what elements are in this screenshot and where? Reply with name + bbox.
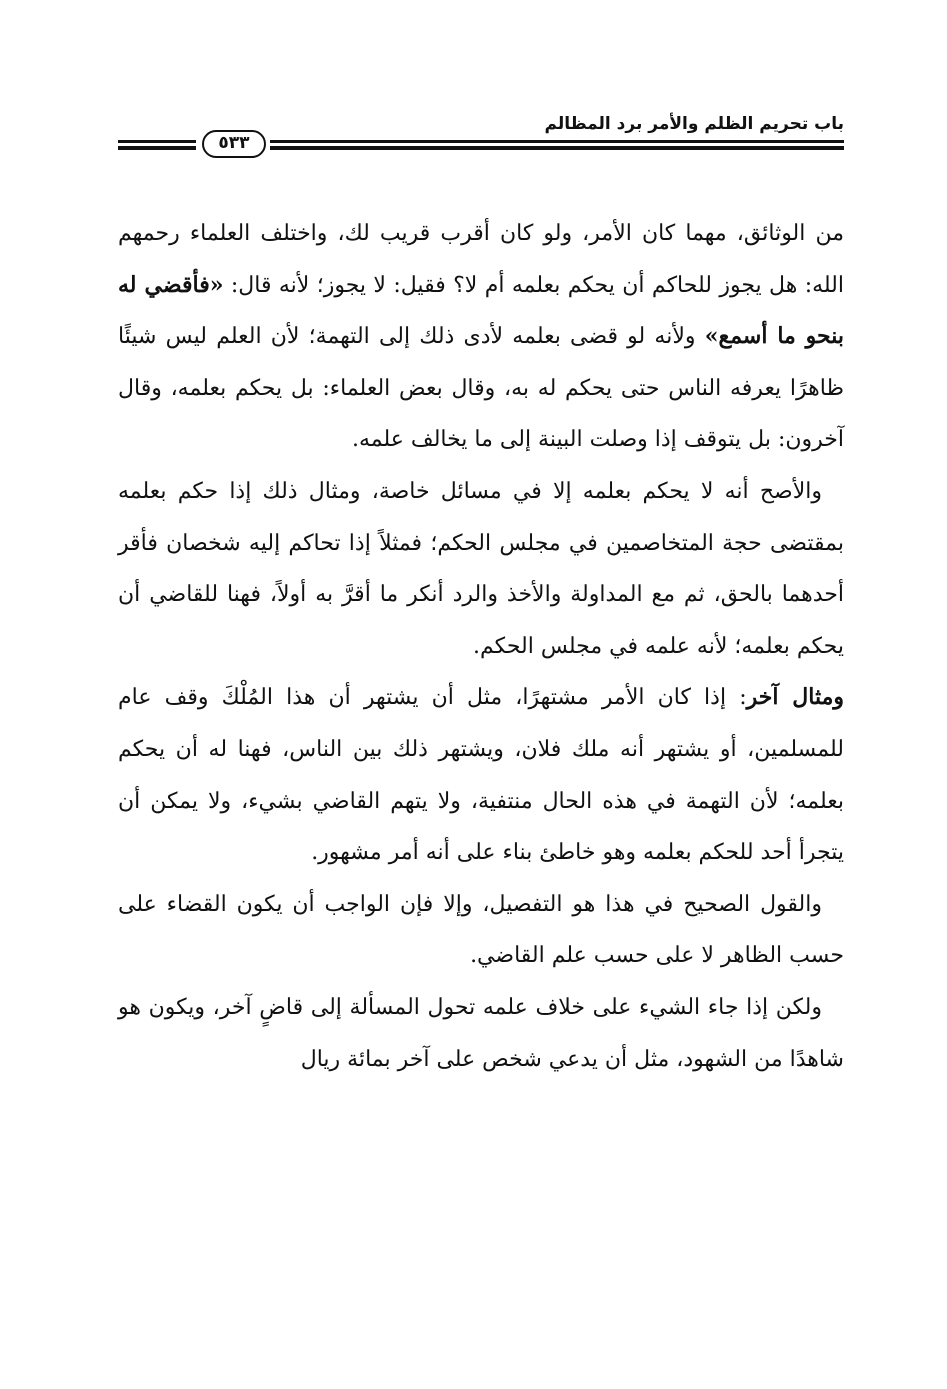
page-header <box>118 108 844 158</box>
header-rule-line <box>118 140 196 143</box>
body-text <box>118 208 844 1085</box>
paragraph-text: : إذا كان الأمر مشتهرًا، مثل أن يشتهر أن هذا المُلْكَ وقف عام للمسلمين، أو يشتهر أنه ملك فلان، ويشتهر ذلك بين الناس، فهنا له أن يحكم بعلمه؛ لأن التهمة في هذه الحال منتفية، ولا يتهم القاضي بشيء، ولا يمكن أن يتجرأ أحد للحكم بعلمه وهو خاطئ بناء على أنه أمر مشهور. <box>118 685 844 866</box>
paragraph-4 <box>118 879 844 982</box>
paragraph-2 <box>118 466 844 672</box>
paragraph-1 <box>118 208 844 466</box>
bold-lead: ومثال آخر <box>746 684 844 711</box>
hadith-quote: «فأقضي له بنحو ما أسمع» <box>118 271 845 350</box>
paragraph-text: والأصح أنه لا يحكم بعلمه إلا في مسائل خاصة، ومثال ذلك إذا حكم بعلمه بمقتضى حجة المتخاصمين في مجلس الحكم؛ فمثلاً إذا تحاكم إليه شخصان فأقر أحدهما بالحق، ثم مع المداولة والأخذ والرد أنكر ما أقرَّ به أولاً، فهنا للقاضي أن يحكم بعلمه؛ لأنه علمه في مجلس الحكم. <box>118 478 844 659</box>
header-rule-line <box>118 146 196 150</box>
paragraph-3 <box>118 672 844 878</box>
paragraph-5 <box>118 982 844 1085</box>
paragraph-text: والقول الصحيح في هذا هو التفصيل، وإلا فإن الواجب أن يكون القضاء على حسب الظاهر لا على حسب علم القاضي. <box>118 891 844 969</box>
header-rule-line <box>270 146 844 150</box>
header-rule-line <box>270 140 844 143</box>
paragraph-text: ولكن إذا جاء الشيء على خلاف علمه تحول المسألة إلى قاضٍ آخر، ويكون هو شاهدًا من الشهود، مثل أن يدعي شخص على آخر بمائة ريال <box>118 994 844 1072</box>
paragraph-text: من الوثائق، مهما كان الأمر، ولو كان أقرب قريب لك، واختلف العلماء رحمهم الله: هل يجوز للحاكم أن يحكم بعلمه أم لا؟ فقيل: لا يجوز؛ لأنه قال: <box>118 221 844 298</box>
paragraph-text: ولأنه لو قضى بعلمه لأدى ذلك إلى التهمة؛ لأن العلم ليس شيئًا ظاهرًا يعرفه الناس حتى يحكم له به، وقال بعض العلماء: بل يحكم بعلمه، وقال آخرون: بل يتوقف إذا وصلت البينة إلى ما يخالف علمه. <box>118 324 844 453</box>
running-title: باب تحريم الظلم والأمر برد المظالم <box>544 114 844 134</box>
page-number: ٥٣٣ <box>202 130 266 158</box>
